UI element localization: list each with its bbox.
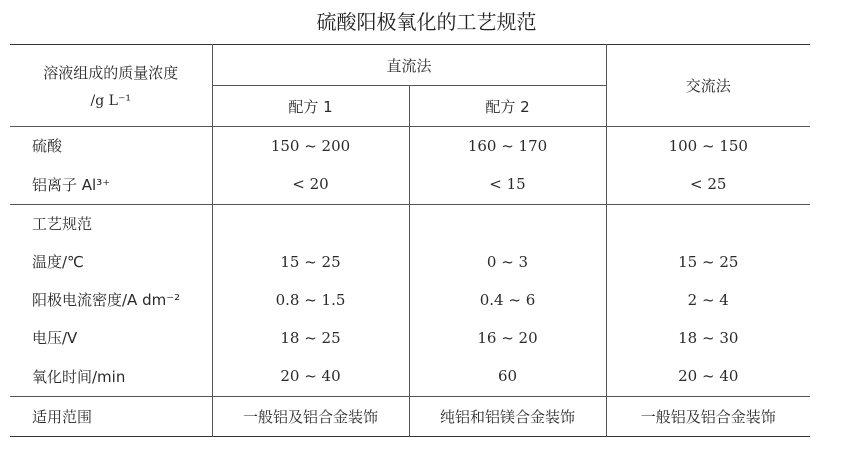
row-formula-1-value: 18 ~ 25: [212, 319, 409, 357]
row-ac-value: 15 ~ 25: [606, 243, 810, 281]
concentration-header-line1: 溶液组成的质量浓度: [43, 64, 179, 82]
row-label: 氧化时间/min: [10, 357, 212, 397]
table-row: [10, 319, 810, 357]
row-formula-2-value: 160 ~ 170: [409, 127, 606, 165]
row-label: 阳极电流密度/A dm⁻²: [32, 291, 181, 309]
table-row: [10, 243, 810, 281]
process-spec-table: [10, 44, 810, 437]
row-formula-2-value: [409, 205, 606, 243]
ac-method-header: 交流法: [606, 45, 810, 127]
row-formula-2-value: 0.4 ~ 6: [409, 281, 606, 319]
row-ac-value: < 25: [606, 165, 810, 205]
row-label: 温度/℃: [32, 253, 84, 271]
row-ac-value: [606, 205, 810, 243]
row-formula-1-value: 0.8 ~ 1.5: [212, 281, 409, 319]
row-label: 铝离子 Al³⁺: [10, 165, 212, 205]
row-ac-value: 18 ~ 30: [606, 319, 810, 357]
concentration-header: [10, 45, 212, 127]
footer-label: 适用范围: [32, 408, 93, 426]
footer-ac-value: 一般铝及铝合金装饰: [606, 397, 810, 437]
row-label: 电压/V: [32, 329, 78, 347]
row-formula-2-value: 0 ~ 3: [409, 243, 606, 281]
row-formula-1-value: 20 ~ 40: [212, 357, 409, 397]
row-formula-1-value: < 20: [212, 165, 409, 205]
row-formula-1-value: [212, 205, 409, 243]
formula-1-header: 配方 1: [212, 86, 409, 127]
footer-formula-2-value: 纯铝和铝镁合金装饰: [409, 397, 606, 437]
row-ac-value: 20 ~ 40: [606, 357, 810, 397]
row-formula-1-value: 15 ~ 25: [212, 243, 409, 281]
table-row: [10, 397, 810, 437]
row-label: 硫酸: [32, 137, 63, 156]
table-row: [10, 357, 810, 397]
table-row: [10, 127, 810, 165]
row-ac-value: 100 ~ 150: [606, 127, 810, 165]
table-row: [10, 165, 810, 205]
row-formula-1-value: 150 ~ 200: [212, 127, 409, 165]
table-row: [10, 205, 810, 243]
row-ac-value: 2 ~ 4: [606, 281, 810, 319]
row-formula-2-value: 60: [409, 357, 606, 397]
row-formula-2-value: < 15: [409, 165, 606, 205]
formula-2-header: 配方 2: [409, 86, 606, 127]
dc-method-header: 直流法: [212, 45, 606, 86]
table-row: [10, 281, 810, 319]
footer-formula-1-value: 一般铝及铝合金装饰: [212, 397, 409, 437]
concentration-header-unit: /g L⁻¹: [90, 93, 131, 109]
row-formula-2-value: 16 ~ 20: [409, 319, 606, 357]
table-title: 硫酸阳极氧化的工艺规范: [316, 10, 537, 34]
row-label: 工艺规范: [32, 215, 93, 234]
